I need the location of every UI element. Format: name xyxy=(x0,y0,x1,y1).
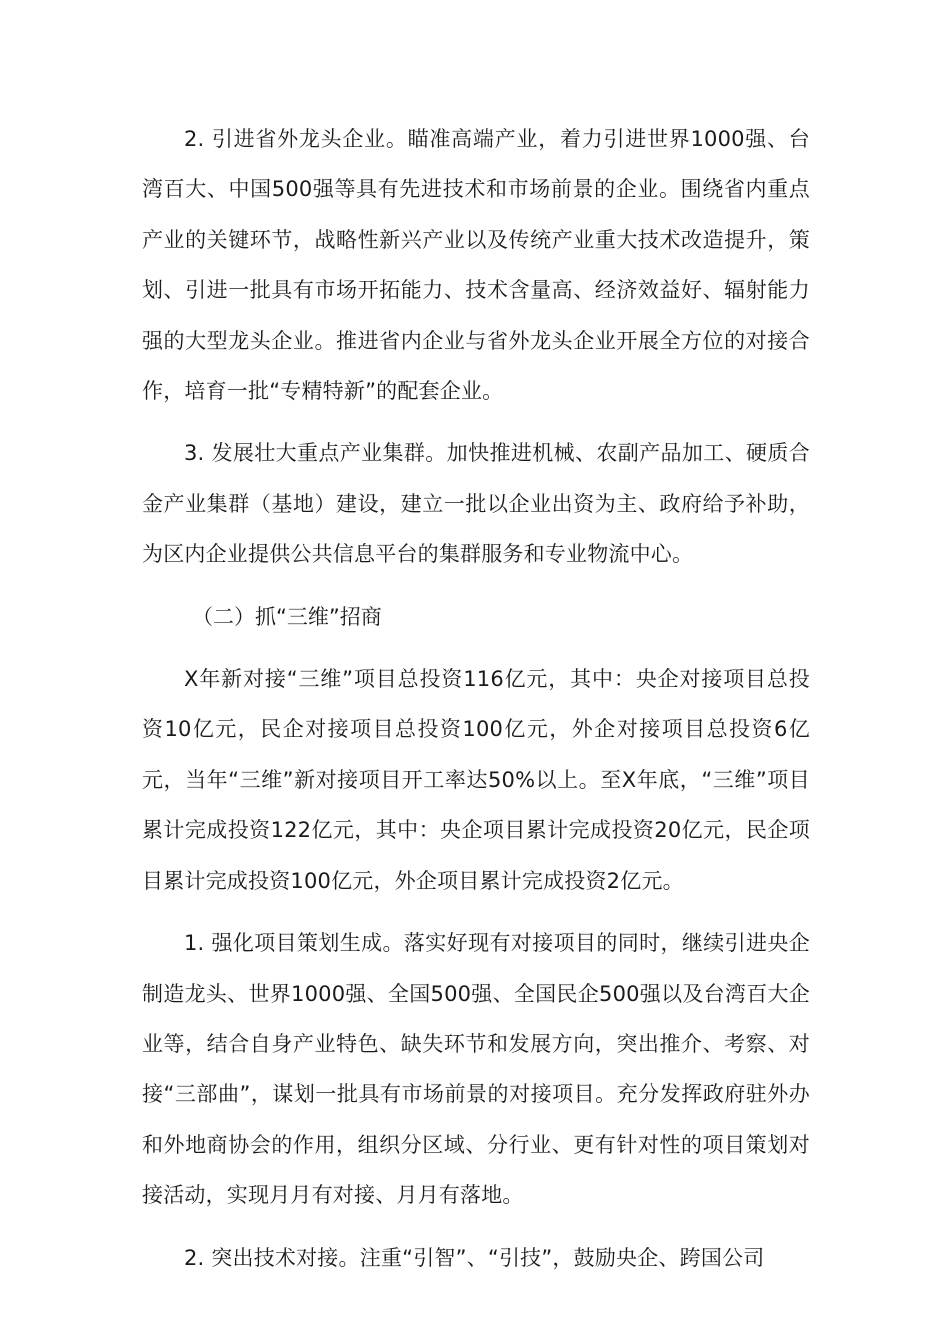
paragraph-import-leading-enterprises: 2. 引进省外龙头企业。瞄准高端产业，着力引进世界1000强、台湾百大、中国500强等具有先进技术和市场前景的企业。围绕省内重点产业的关键环节，战略性新兴产业以及传统产业重大技术改造提升，策划、引进一批具有市场开拓能力、技术含量高、经济效益好、辐射能力强的大型龙头企业。推进省内企业与省外龙头企业开展全方位的对接合作，培育一批“专精特新”的配套企业。 xyxy=(142,127,810,404)
document-body xyxy=(142,114,810,1295)
paragraph-investment-figures: X年新对接“三维”项目总投资116亿元，其中：央企对接项目总投资10亿元，民企对接项目总投资100亿元，外企对接项目总投资6亿元，当年“三维”新对接项目开工率达50%以上。至X年底，“三维”项目累计完成投资122亿元，其中：央企项目累计完成投资20亿元，民企项目累计完成投资100亿元，外企项目累计完成投资2亿元。 xyxy=(142,667,810,893)
paragraph-project-planning: 1. 强化项目策划生成。落实好现有对接项目的同时，继续引进央企制造龙头、世界1000强、全国500强、全国民企500强以及台湾百大企业等，结合自身产业特色、缺失环节和发展方向，突出推介、考察、对接“三部曲”，谋划一批具有市场前景的对接项目。充分发挥政府驻外办和外地商协会的作用，组织分区域、分行业、更有针对性的项目策划对接活动，实现月月有对接、月月有落地。 xyxy=(142,931,810,1208)
paragraph-industry-clusters: 3. 发展壮大重点产业集群。加快推进机械、农副产品加工、硬质合金产业集群（基地）建设，建立一批以企业出资为主、政府给予补助，为区内企业提供公共信息平台的集群服务和专业物流中心。 xyxy=(142,441,810,567)
paragraph-technology-docking: 2. 突出技术对接。注重“引智”、“引技”，鼓励央企、跨国公司 xyxy=(184,1245,765,1270)
section-heading-three-dimension-investment: （二）抓“三维”招商 xyxy=(192,604,382,629)
